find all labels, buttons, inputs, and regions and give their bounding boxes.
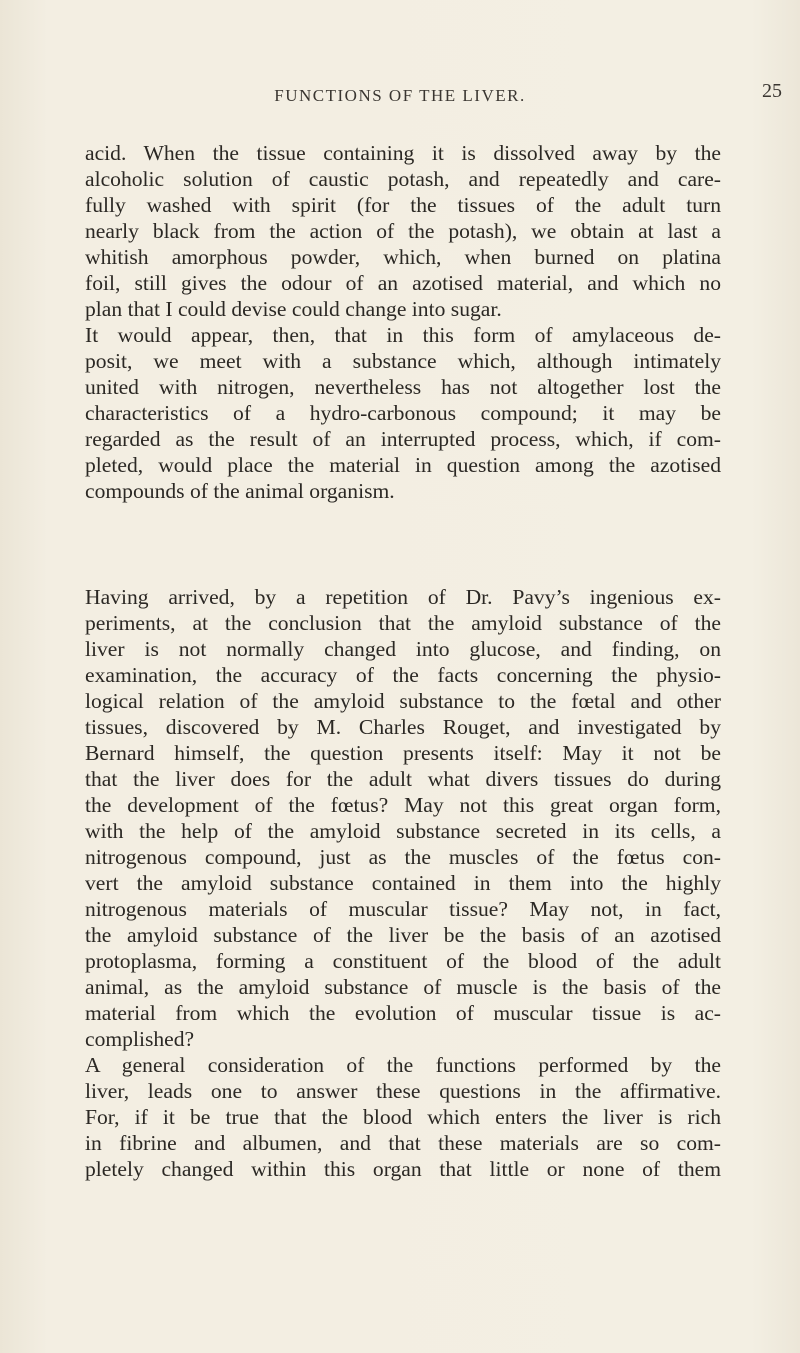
text-line: that the liver does for the adult what divers tissues do during bbox=[85, 767, 721, 791]
text-line: It would appear, then, that in this form of amylaceous de- bbox=[85, 323, 721, 347]
text-line: nitrogenous materials of muscular tissue? May not, in fact, bbox=[85, 897, 721, 921]
text-line: For, if it be true that the blood which enters the liver is rich bbox=[85, 1105, 721, 1129]
text-line: material from which the evolution of muscular tissue is ac- bbox=[85, 1001, 721, 1025]
running-head: FUNCTIONS OF THE LIVER. bbox=[274, 86, 526, 105]
text-line: examination, the accuracy of the facts concerning the physio- bbox=[85, 663, 721, 687]
text-line: tissues, discovered by M. Charles Rouget, and investigated by bbox=[85, 715, 721, 739]
text-line: vert the amyloid substance contained in them into the highly bbox=[85, 871, 721, 895]
text-line: pleted, would place the material in question among the azotised bbox=[85, 453, 721, 477]
text-line: characteristics of a hydro-carbonous compound; it may be bbox=[85, 401, 721, 425]
text-line: acid. When the tissue containing it is dissolved away by the bbox=[85, 141, 721, 165]
text-line: with the help of the amyloid substance secreted in its cells, a bbox=[85, 819, 721, 843]
text-line: logical relation of the amyloid substance to the fœtal and other bbox=[85, 689, 721, 713]
text-line: whitish amorphous powder, which, when burned on platina bbox=[85, 245, 721, 269]
text-line: nitrogenous compound, just as the muscles of the fœtus con- bbox=[85, 845, 721, 869]
text-line: the development of the fœtus? May not this great organ form, bbox=[85, 793, 721, 817]
paragraph-group-2 bbox=[85, 584, 721, 1052]
text-line: foil, still gives the odour of an azotised material, and which no bbox=[85, 271, 721, 295]
text-line: animal, as the amyloid substance of muscle is the basis of the bbox=[85, 975, 721, 999]
page-number: 25 bbox=[762, 80, 782, 102]
text-line: plan that I could devise could change into sugar. bbox=[85, 297, 502, 321]
paragraph-group-3 bbox=[85, 1052, 721, 1182]
text-line: alcoholic solution of caustic potash, and repeatedly and care- bbox=[85, 167, 721, 191]
text-line: Bernard himself, the question presents itself: May it not be bbox=[85, 741, 721, 765]
paragraph-group-1 bbox=[85, 140, 721, 504]
text-line: united with nitrogen, nevertheless has not altogether lost the bbox=[85, 375, 721, 399]
text-line: in fibrine and albumen, and that these materials are so com- bbox=[85, 1131, 721, 1155]
text-line: pletely changed within this organ that little or none of them bbox=[85, 1157, 721, 1181]
text-line: periments, at the conclusion that the amyloid substance of the bbox=[85, 611, 721, 635]
text-line: protoplasma, forming a constituent of the blood of the adult bbox=[85, 949, 721, 973]
text-line: Having arrived, by a repetition of Dr. Pavy’s ingenious ex- bbox=[85, 585, 721, 609]
text-line: complished? bbox=[85, 1027, 195, 1051]
text-line: liver, leads one to answer these questions in the affirmative. bbox=[85, 1079, 721, 1103]
text-line: liver is not normally changed into glucose, and finding, on bbox=[85, 637, 721, 661]
text-line: the amyloid substance of the liver be the basis of an azotised bbox=[85, 923, 721, 947]
text-line: compounds of the animal organism. bbox=[85, 479, 395, 503]
text-line: regarded as the result of an interrupted process, which, if com- bbox=[85, 427, 721, 451]
text-line: fully washed with spirit (for the tissues of the adult turn bbox=[85, 193, 721, 217]
text-line: posit, we meet with a substance which, although intimately bbox=[85, 349, 721, 373]
text-line: nearly black from the action of the potash), we obtain at last a bbox=[85, 219, 721, 243]
text-line: A general consideration of the functions performed by the bbox=[85, 1053, 721, 1077]
